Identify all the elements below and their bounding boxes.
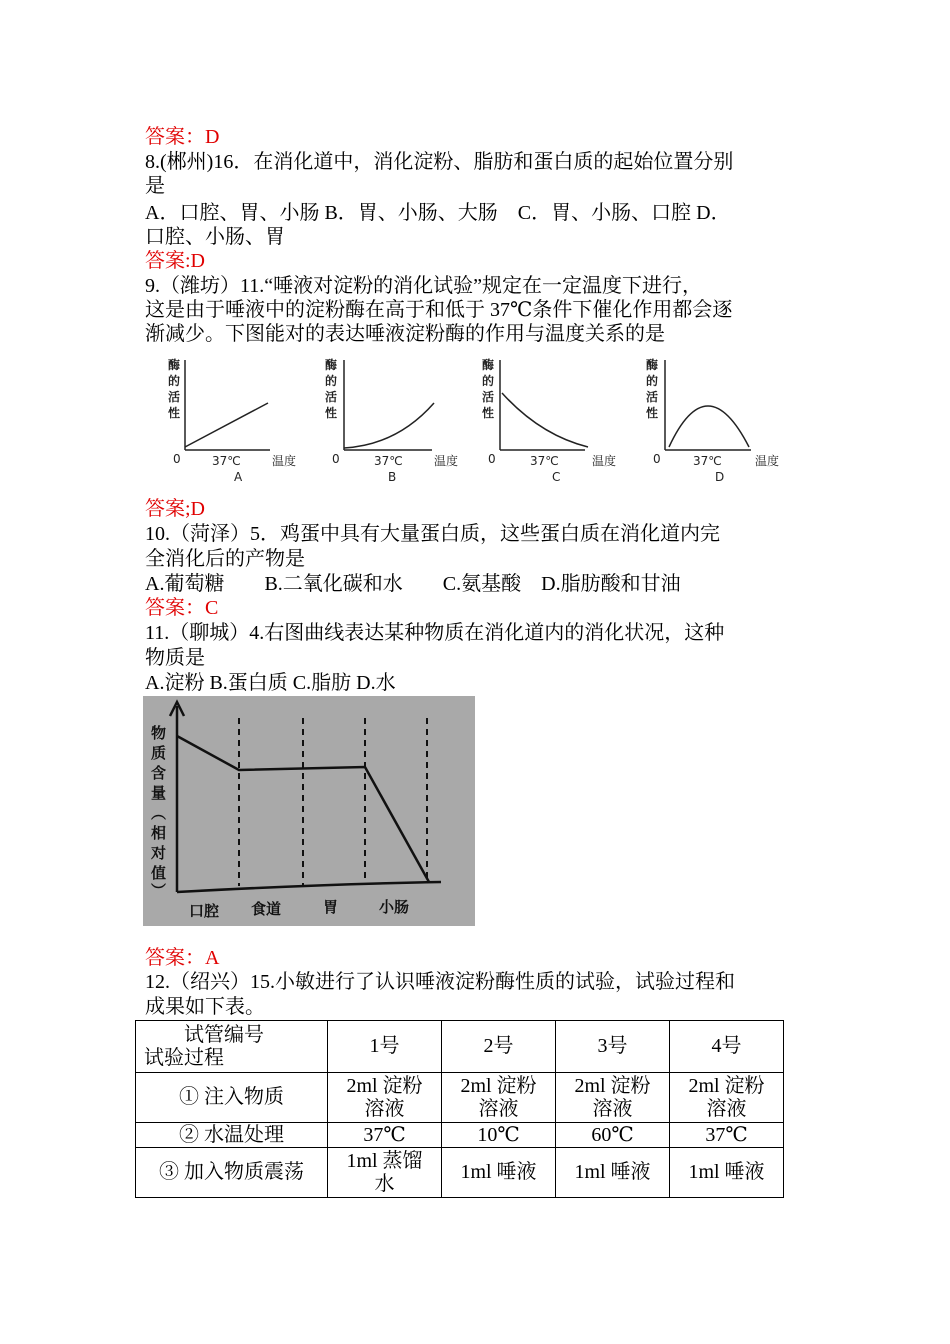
svg-text:酶: 酶 <box>646 358 659 372</box>
graph-c <box>480 355 630 485</box>
svg-text:︶: ︶ <box>151 882 167 900</box>
q9-stem-line1: 9.（潍坊）11.“唾液对淀粉的消化试验”规定在一定温度下进行， <box>145 275 703 297</box>
svg-text:的: 的 <box>646 374 659 388</box>
table-cell: 1ml 唾液 <box>556 1148 670 1198</box>
experiment-table <box>135 1020 784 1198</box>
table-header: 1号 <box>328 1021 442 1073</box>
table-header: 4号 <box>670 1021 784 1073</box>
graph-letter: B <box>388 470 397 484</box>
svg-text:温度: 温度 <box>755 454 780 468</box>
svg-text:0: 0 <box>653 452 661 466</box>
table-cell: 2ml 淀粉 溶液 <box>556 1073 670 1123</box>
svg-text:酶: 酶 <box>325 358 338 372</box>
q11-stem-line2: 物质是 <box>145 647 205 669</box>
q9-stem-line2: 这是由于唾液中的淀粉酶在高于和低于 37℃条件下催化作用都会逐 <box>145 299 733 321</box>
svg-text:温度: 温度 <box>272 454 297 468</box>
svg-text:质: 质 <box>151 744 167 762</box>
table-cell: 37℃ <box>670 1123 784 1148</box>
svg-text:小肠: 小肠 <box>379 898 410 916</box>
table-cell: 2ml 淀粉 溶液 <box>442 1073 556 1123</box>
answer-q10: 答案：C <box>145 597 219 619</box>
table-header: 2号 <box>442 1021 556 1073</box>
svg-text:的: 的 <box>482 374 495 388</box>
svg-text:性: 性 <box>646 406 659 420</box>
q10-options: A.葡萄糖 B.二氧化碳和水 C.氨基酸 D.脂肪酸和甘油 <box>145 573 681 595</box>
table-cell: 2ml 淀粉 溶液 <box>670 1073 784 1123</box>
q9-stem-line3: 渐减少。下图能对的表达唾液淀粉酶的作用与温度关系的是 <box>145 323 665 345</box>
graph-letter: C <box>552 470 561 484</box>
svg-text:性: 性 <box>482 406 495 420</box>
activity-curve <box>502 393 588 447</box>
svg-text:含: 含 <box>151 764 167 782</box>
svg-text:37℃: 37℃ <box>212 454 241 468</box>
svg-text:温度: 温度 <box>592 454 617 468</box>
svg-text:活: 活 <box>168 390 181 404</box>
svg-text:温度: 温度 <box>434 454 459 468</box>
svg-text:活: 活 <box>646 390 659 404</box>
svg-text:酶: 酶 <box>482 358 495 372</box>
svg-text:的: 的 <box>168 374 181 388</box>
svg-text:胃: 胃 <box>323 898 339 916</box>
table-row <box>136 1073 784 1123</box>
table-row <box>136 1123 784 1148</box>
activity-curve <box>669 406 749 447</box>
graph-b <box>322 355 472 485</box>
table-header: 3号 <box>556 1021 670 1073</box>
q11-stem-line1: 11.（聊城）4.右图曲线表达某种物质在消化道内的消化状况，这种 <box>145 622 725 644</box>
table-header-row <box>136 1021 784 1073</box>
svg-text:食道: 食道 <box>251 900 282 918</box>
table-cell: 37℃ <box>328 1123 442 1148</box>
answer-q11: 答案：A <box>145 947 220 969</box>
q12-stem-line1: 12.（绍兴）15.小敏进行了认识唾液淀粉酶性质的试验，试验过程和 <box>145 971 735 993</box>
svg-text:性: 性 <box>168 406 181 420</box>
table-cell: 10℃ <box>442 1123 556 1148</box>
table-row <box>136 1148 784 1198</box>
svg-text:口腔: 口腔 <box>189 902 220 920</box>
activity-curve <box>344 403 434 448</box>
svg-text:的: 的 <box>325 374 338 388</box>
table-corner-cell: 试管编号 试验过程 <box>136 1021 328 1073</box>
q8-options-line2: 口腔、小肠、胃 <box>145 226 285 248</box>
svg-text:性: 性 <box>325 406 338 420</box>
svg-text:对: 对 <box>151 844 167 862</box>
answer-q9: 答案;D <box>145 498 205 520</box>
q10-stem-line1: 10.（菏泽）5．鸡蛋中具有大量蛋白质，这些蛋白质在消化道内完 <box>145 523 720 545</box>
svg-text:值: 值 <box>151 864 167 882</box>
svg-text:0: 0 <box>332 452 340 466</box>
svg-text:︵: ︵ <box>151 804 167 822</box>
table-cell: 60℃ <box>556 1123 670 1148</box>
table-cell: 1ml 唾液 <box>442 1148 556 1198</box>
svg-text:37℃: 37℃ <box>693 454 722 468</box>
graph-d <box>643 355 793 485</box>
q10-stem-line2: 全消化后的产物是 <box>145 548 305 570</box>
row-label: ③ 加入物质震荡 <box>136 1148 328 1198</box>
table-cell: 2ml 淀粉 溶液 <box>328 1073 442 1123</box>
svg-text:活: 活 <box>325 390 338 404</box>
answer-q7: 答案：D <box>145 126 220 148</box>
svg-text:酶: 酶 <box>168 358 181 372</box>
q8-stem-line2: 是 <box>145 175 165 197</box>
activity-curve <box>185 403 268 447</box>
q8-options-line1: A．口腔、胃、小肠 B．胃、小肠、大肠 C．胃、小肠、口腔 D． <box>145 202 731 224</box>
answer-q8: 答案:D <box>145 250 205 272</box>
row-label: ② 水温处理 <box>136 1123 328 1148</box>
svg-text:活: 活 <box>482 390 495 404</box>
table-cell: 1ml 蒸馏 水 <box>328 1148 442 1198</box>
row-label: ① 注入物质 <box>136 1073 328 1123</box>
graph-letter: D <box>715 470 725 484</box>
q12-stem-line2: 成果如下表。 <box>145 996 265 1018</box>
q8-stem-line1: 8.(郴州)16．在消化道中，消化淀粉、脂肪和蛋白质的起始位置分别 <box>145 151 734 173</box>
table-cell: 1ml 唾液 <box>670 1148 784 1198</box>
q11-options: A.淀粉 B.蛋白质 C.脂肪 D.水 <box>145 672 396 694</box>
svg-text:0: 0 <box>173 452 181 466</box>
svg-text:0: 0 <box>488 452 496 466</box>
svg-text:37℃: 37℃ <box>530 454 559 468</box>
svg-text:量: 量 <box>151 784 167 802</box>
svg-text:37℃: 37℃ <box>374 454 403 468</box>
svg-text:相: 相 <box>151 824 167 842</box>
graph-a <box>160 355 310 485</box>
graph-letter: A <box>234 470 243 484</box>
digestion-curve-photo <box>143 696 475 926</box>
svg-text:物: 物 <box>151 724 167 742</box>
